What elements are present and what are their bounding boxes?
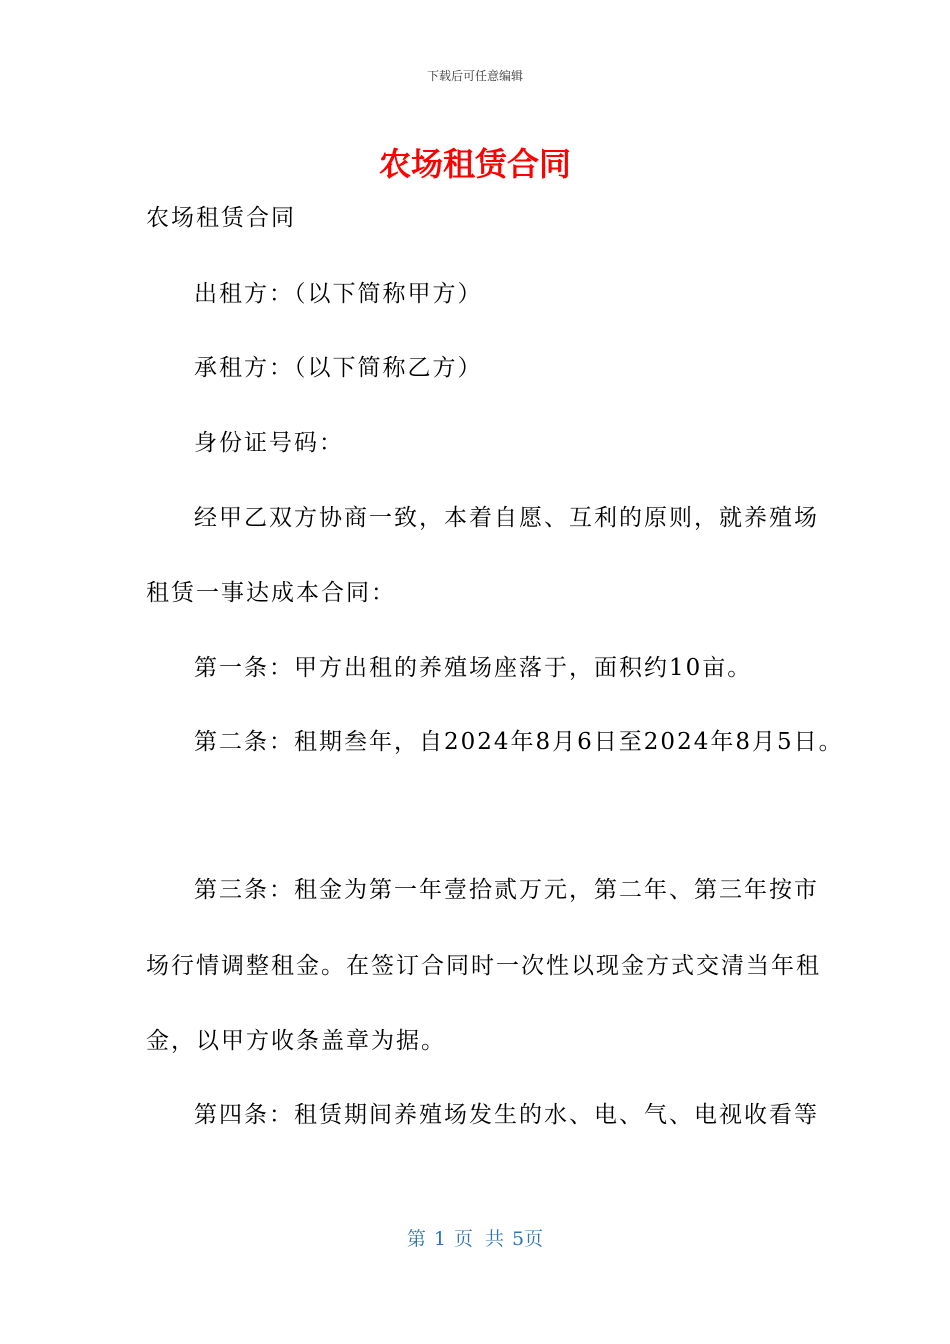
page-footer	[0, 1226, 950, 1252]
footer-total-pages: 5页	[512, 1228, 544, 1250]
body-line: 租赁一事达成本合同：	[146, 580, 396, 606]
body-line: 第四条：租赁期间养殖场发生的水、电、气、电视收看等	[194, 1102, 819, 1128]
footer-current-page: 1	[433, 1228, 446, 1250]
footer-middle: 页 共	[453, 1228, 505, 1250]
body-line: 第一条：甲方出租的养殖场座落于，面积约10亩。	[194, 655, 753, 681]
header-note: 下载后可任意编辑	[426, 69, 523, 83]
body-line: 第三条：租金为第一年壹拾贰万元，第二年、第三年按市	[194, 877, 819, 903]
body-line: 出租方：（以下简称甲方）	[194, 281, 483, 307]
body-line: 第二条：租期叁年，自2024年8月6日至2024年8月5日。	[194, 729, 844, 755]
body-line: 场行情调整租金。在签订合同时一次性以现金方式交清当年租	[146, 953, 821, 979]
document-title: 农场租赁合同	[378, 145, 571, 183]
footer-prefix: 第	[406, 1228, 426, 1250]
body-line: 农场租赁合同	[146, 205, 296, 231]
body-line: 金，以甲方收条盖章为据。	[146, 1028, 446, 1054]
body-line: 经甲乙双方协商一致，本着自愿、互利的原则，就养殖场	[194, 505, 819, 531]
body-line: 承租方：（以下简称乙方）	[194, 355, 483, 381]
body-line: 身份证号码：	[194, 430, 344, 456]
